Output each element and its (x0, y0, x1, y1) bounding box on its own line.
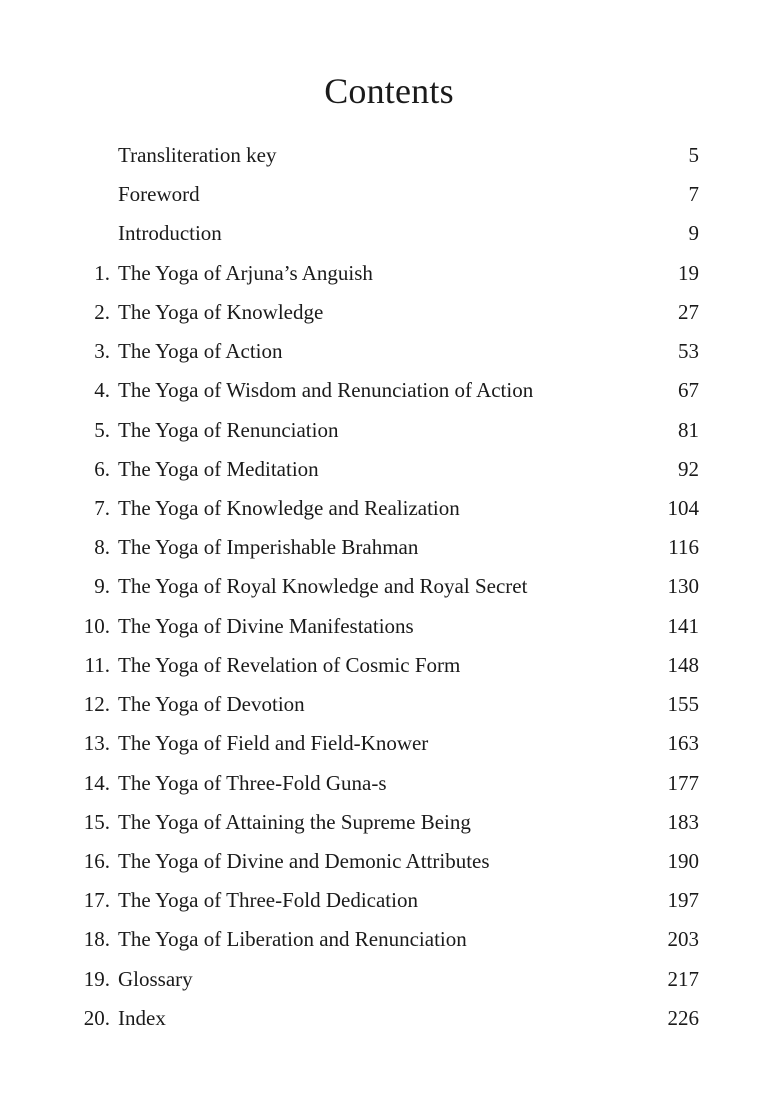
toc-entry-title: The Yoga of Divine and Demonic Attributes (118, 848, 490, 873)
toc-entry-page: 190 (667, 848, 699, 873)
toc-entry-number: 12. (83, 692, 110, 717)
toc-entry-title: Transliteration key (118, 143, 277, 167)
toc-entry-title: Foreword (118, 182, 200, 207)
toc-entry-chapter-17[interactable] (0, 885, 780, 924)
toc-entry-chapter-15[interactable] (0, 807, 780, 846)
toc-entry-page: 148 (667, 652, 699, 677)
toc-entry-title: Introduction (118, 221, 222, 246)
toc-entry-chapter-1[interactable] (0, 258, 780, 297)
toc-entry-title: The Yoga of Knowledge (118, 299, 324, 324)
toc-entry-chapter-12[interactable] (0, 689, 780, 728)
toc-entry-foreword[interactable] (0, 179, 780, 218)
toc-entry-page: 183 (667, 809, 699, 834)
toc-entry-title: The Yoga of Renunciation (118, 417, 339, 442)
toc-entry-title: The Yoga of Three-Fold Guna-s (118, 770, 387, 795)
toc-entry-page: 141 (667, 613, 699, 638)
toc-entry-chapter-11[interactable] (0, 650, 780, 689)
toc-entry-title: The Yoga of Field and Field-Knower (118, 731, 429, 756)
toc-entry-page: 92 (678, 456, 699, 481)
toc-entry-page: 130 (667, 574, 699, 599)
toc-entry-chapter-8[interactable] (0, 532, 780, 571)
toc-entry-chapter-18[interactable] (0, 924, 780, 963)
toc-entry-title: The Yoga of Revelation of Cosmic Form (118, 652, 461, 677)
toc-entry-title: The Yoga of Devotion (118, 692, 305, 717)
toc-entry-page: 9 (688, 221, 699, 246)
toc-entry-number: 8. (94, 535, 110, 560)
toc-entry-title: The Yoga of Imperishable Brahman (118, 535, 419, 560)
toc-entry-page: 27 (678, 299, 699, 324)
toc-entry-number: 2. (94, 299, 110, 324)
toc-entry-title: The Yoga of Arjuna’s Anguish (118, 260, 373, 285)
toc-entry-chapter-10[interactable] (0, 611, 780, 650)
toc-entry-number: 7. (94, 495, 110, 520)
toc-entry-title: Index (118, 1005, 166, 1030)
toc-entry-title: The Yoga of Meditation (118, 456, 319, 481)
toc-entry-chapter-14[interactable] (0, 768, 780, 807)
toc-entry-title: Glossary (118, 966, 193, 991)
toc-entry-chapter-9[interactable] (0, 571, 780, 610)
toc-entry-number: 4. (94, 378, 110, 403)
toc-entry-number: 14. (83, 770, 110, 795)
toc-entry-page: 217 (667, 966, 699, 991)
toc-entry-title: The Yoga of Liberation and Renunciation (118, 927, 467, 952)
toc-entry-chapter-2[interactable] (0, 297, 780, 336)
toc-entry-number: 9. (94, 574, 110, 599)
toc-entry-number: 19. (83, 966, 110, 991)
toc-entry-chapter-6[interactable] (0, 454, 780, 493)
toc-entry-page: 155 (667, 692, 699, 717)
toc-entry-number: 3. (94, 339, 110, 364)
toc-entry-page: 5 (688, 143, 699, 167)
page-title: Contents (324, 71, 454, 111)
toc-entry-title: The Yoga of Attaining the Supreme Being (118, 809, 471, 834)
toc-entry-chapter-4[interactable] (0, 375, 780, 414)
toc-entry-number: 20. (83, 1005, 110, 1030)
toc-entry-title: The Yoga of Wisdom and Renunciation of Action (118, 378, 534, 403)
toc-entry-number: 11. (84, 652, 110, 677)
toc-entry-title: The Yoga of Royal Knowledge and Royal Secret (118, 574, 528, 599)
table-of-contents (0, 140, 780, 1042)
toc-entry-number: 13. (83, 731, 110, 756)
toc-entry-page: 197 (667, 888, 699, 913)
toc-entry-page: 116 (668, 535, 699, 560)
toc-entry-number: 15. (83, 809, 110, 834)
toc-entry-title: The Yoga of Action (118, 339, 283, 364)
toc-entry-introduction[interactable] (0, 218, 780, 257)
toc-entry-page: 226 (667, 1005, 699, 1030)
toc-entry-chapter-13[interactable] (0, 728, 780, 767)
toc-entry-title: The Yoga of Knowledge and Realization (118, 495, 460, 520)
toc-entry-title: The Yoga of Divine Manifestations (118, 613, 414, 638)
toc-entry-number: 10. (83, 613, 110, 638)
toc-entry-number: 6. (94, 456, 110, 481)
toc-entry-chapter-3[interactable] (0, 336, 780, 375)
toc-entry-chapter-16[interactable] (0, 846, 780, 885)
toc-entry-glossary[interactable] (0, 964, 780, 1003)
toc-entry-number: 1. (94, 260, 110, 285)
toc-entry-chapter-7[interactable] (0, 493, 780, 532)
toc-entry-chapter-5[interactable] (0, 415, 780, 454)
toc-entry-index[interactable] (0, 1003, 780, 1042)
toc-entry-page: 104 (667, 495, 699, 520)
toc-entry-page: 19 (678, 260, 699, 285)
toc-entry-number: 17. (83, 888, 110, 913)
toc-entry-page: 7 (688, 182, 699, 207)
toc-entry-number: 5. (94, 417, 110, 442)
toc-entry-page: 163 (667, 731, 699, 756)
toc-entry-page: 67 (678, 378, 699, 403)
toc-entry-number: 18. (83, 927, 110, 952)
toc-entry-page: 177 (667, 770, 699, 795)
toc-entry-page: 203 (667, 927, 699, 952)
toc-entry-page: 81 (678, 417, 699, 442)
toc-entry-transliteration-key[interactable] (0, 140, 780, 179)
toc-entry-title: The Yoga of Three-Fold Dedication (118, 888, 418, 913)
toc-entry-page: 53 (678, 339, 699, 364)
toc-entry-number: 16. (83, 848, 110, 873)
